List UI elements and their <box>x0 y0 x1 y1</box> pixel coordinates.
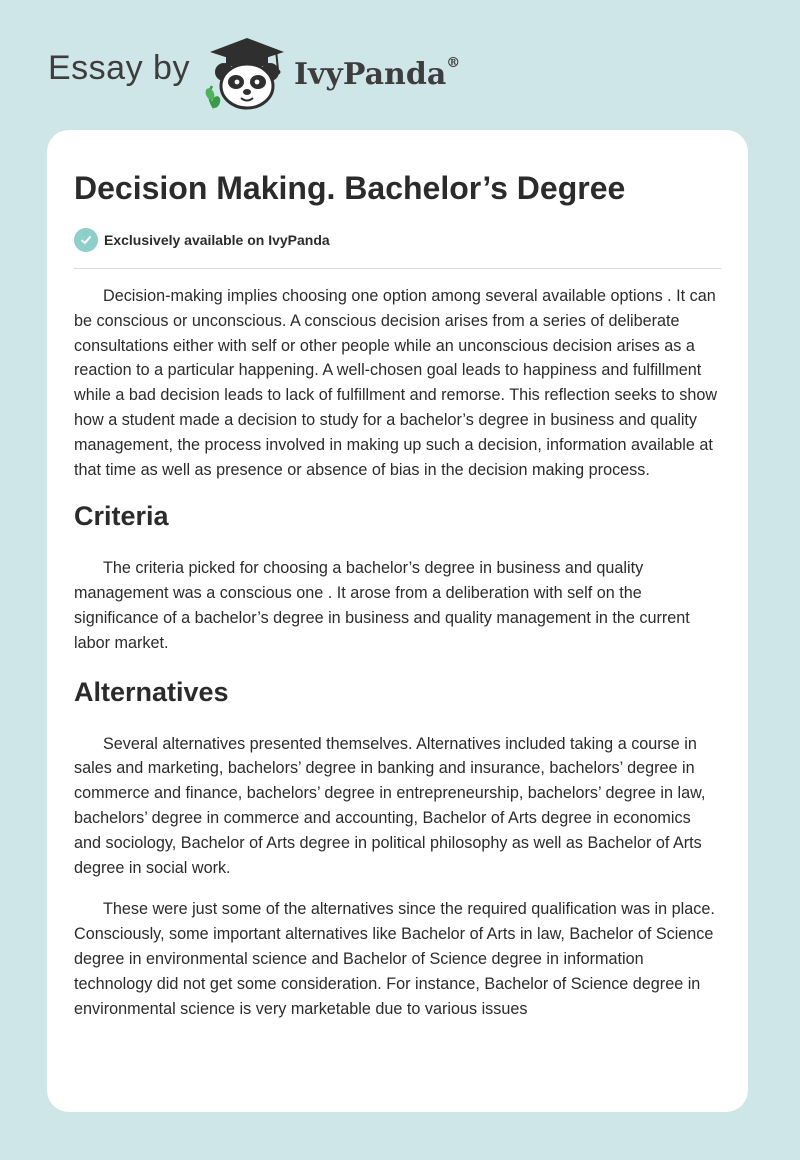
section-heading-alternatives: Alternatives <box>74 676 229 707</box>
section-heading-criteria: Criteria <box>74 501 169 532</box>
divider <box>74 268 721 269</box>
ivypanda-brand[interactable] <box>293 54 461 92</box>
criteria-paragraph: The criteria picked for choosing a bachelor’s degree in business and quality management was a conscious one . It arose from a deliberation with self on the significance of a bachelor’s degree in business and quality management in the current labor market. <box>74 559 690 652</box>
exclusive-label: Exclusively available on IvyPanda <box>104 232 330 248</box>
essay-card <box>47 130 748 1112</box>
site-header <box>48 34 460 114</box>
registered-mark: ® <box>446 54 461 71</box>
alternatives-paragraph-2: These were just some of the alternatives since the required qualification was in place. Consciously, some important alternatives like Bachelor of Arts in law, Bachelor of Science degree in environmental science and Bachelor of Science degree in information technology did not get some consideration. For instance, Bachelor of Science degree in environmental science is very marketable due to various issues <box>74 900 715 1018</box>
alternatives-paragraph-1: Several alternatives presented themselves. Alternatives included taking a course in sales and marketing, bachelors’ degree in banking and insurance, bachelors’ degree in commerce and finance, bachelors’ degree in entrepreneurship, bachelors’ degree in law, bachelors’ degree in commerce and accounting, Bachelor of Arts degree in economics and sociology, Bachelor of Arts degree in political philosophy as well as Bachelor of Arts degree in social work. <box>74 734 706 877</box>
ivypanda-panda-logo[interactable] <box>204 36 290 112</box>
brand-name: IvyPanda <box>293 56 447 92</box>
intro-paragraph: Decision-making implies choosing one option among several available options . It can be conscious or unconscious. A conscious decision arises from a series of deliberate consultations either with self or other people while an unconscious decision arises as a reaction to a particular happening. A well-chosen goal leads to happiness and fulfillment while a bad decision leads to lack of fulfillment and remorse. This reflection seeks to show how a student made a decision to study for a bachelor’s degree in business and quality management, the process involved in making up such a decision, information available at that time as well as presence or absence of bias in the decision making process. <box>74 287 718 479</box>
essay-by-label: Essay by <box>48 48 190 87</box>
page-title: Decision Making. Bachelor’s Degree <box>74 170 626 206</box>
exclusive-badge <box>74 226 721 254</box>
check-icon <box>74 228 98 252</box>
